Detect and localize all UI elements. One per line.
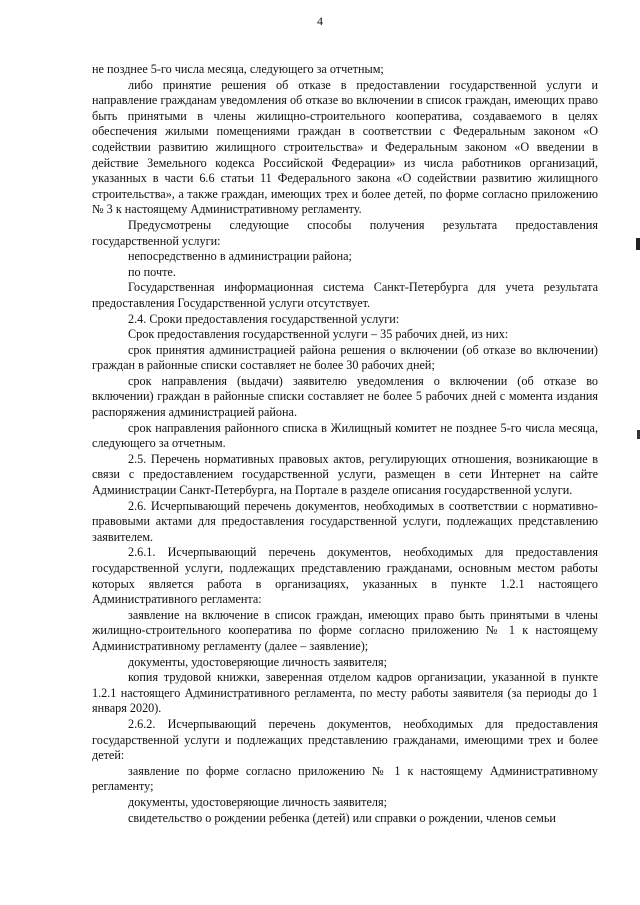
list-item-application-form: заявление по форме согласно приложению № 1 к настоящему Административному регламенту; xyxy=(92,763,598,794)
section-2-5: 2.5. Перечень нормативных правовых актов, регулирующих отношения, возникающие в связи с предоставлением государственной услуги, размещен в сети Интернет на сайте Администрации Санкт-Петербурга, на Портале в разделе описания государственной услуги. xyxy=(92,451,598,498)
document-body xyxy=(92,62,598,826)
scan-edge-mark xyxy=(636,238,640,250)
section-2-6-2: 2.6.2. Исчерпывающий перечень документов, необходимых для предоставления государственной услуги и подлежащих представлению гражданами, имеющими трех и более детей: xyxy=(92,716,598,763)
paragraph-decision-term: срок принятия администрацией района решения о включении (об отказе во включении) граждан в районные списки составляет не более 30 рабочих дней; xyxy=(92,342,598,373)
paragraph-continuation: не позднее 5-го числа месяца, следующего за отчетным; xyxy=(92,62,384,76)
page-number: 4 xyxy=(317,14,323,28)
section-heading-2-4: 2.4. Сроки предоставления государственной услуги: xyxy=(128,311,400,326)
paragraph-list-sending-term: срок направления районного списка в Жилищный комитет не позднее 5-го числа месяца, следующего за отчетным. xyxy=(92,420,598,451)
section-2-6: 2.6. Исчерпывающий перечень документов, необходимых в соответствии с нормативно-правовыми актами для предоставления государственной услуги, подлежащих представлению заявителем. xyxy=(92,498,598,544)
list-item-employment-record: копия трудовой книжки, заверенная отделом кадров организации, указанной в пункте 1.2.1 настоящего Административного регламента, по месту работы заявителя (за периоды до 1 января 2020). xyxy=(92,670,598,716)
paragraph-result-methods: Предусмотрены следующие способы получения результата предоставления государственной услуги: xyxy=(92,217,598,248)
section-2-6-1: 2.6.1. Исчерпывающий перечень документов, необходимых для предоставления государственной услуги, подлежащих представлению гражданами, основным местом работы которых является работа в организациях, указанных в пункте 1.2.1 настоящего Административного регламента: xyxy=(92,545,598,607)
list-item-identity-documents: документы, удостоверяющие личность заявителя; xyxy=(128,654,387,669)
list-item-birth-certificate: свидетельство о рождении ребенка (детей) или справки о рождении, членов семьи xyxy=(128,810,556,825)
list-item-identity-documents-2: документы, удостоверяющие личность заявителя; xyxy=(128,794,387,809)
paragraph-notification-term: срок направления (выдачи) заявителю уведомления о включении (об отказе во включении) граждан в районные списки составляет не более 5 рабочих дней с момента издания распоряжения администрацией района. xyxy=(92,373,598,420)
list-item-directly: непосредственно в администрации района; xyxy=(128,249,352,264)
list-item-application: заявление на включение в список граждан, имеющих право быть принятыми в члены жилищно-строительного кооператива по форме согласно приложению № 1 к настоящему Административному регламенту (далее – заявление); xyxy=(92,607,598,653)
paragraph-refusal-decision: либо принятие решения об отказе в предоставлении государственной услуги и направление гражданам уведомления об отказе во включении в список граждан, имеющих право быть принятыми в члены жилищно-строительного кооператива, создаваемого в целях обеспечения жилыми помещениями граждан в соответствии с Федеральным законом «О содействии развитию жилищного строительства» и Федеральным законом «О введении в действие Земельного кодекса Российской Федерации» из числа работников организаций, указанных в части 6.6 статьи 11 Федерального закона «О содействии развитию жилищного строительства», а также граждан, имеющих трех и более детей, по форме согласно приложению № 3 к настоящему Административному регламенту. xyxy=(92,77,598,217)
paragraph-service-term: Срок предоставления государственной услуги – 35 рабочих дней, из них: xyxy=(128,327,509,342)
paragraph-information-system: Государственная информационная система Санкт-Петербурга для учета результата предоставления Государственной услуги отсутствует. xyxy=(92,280,598,310)
list-item-by-mail: по почте. xyxy=(128,264,176,279)
